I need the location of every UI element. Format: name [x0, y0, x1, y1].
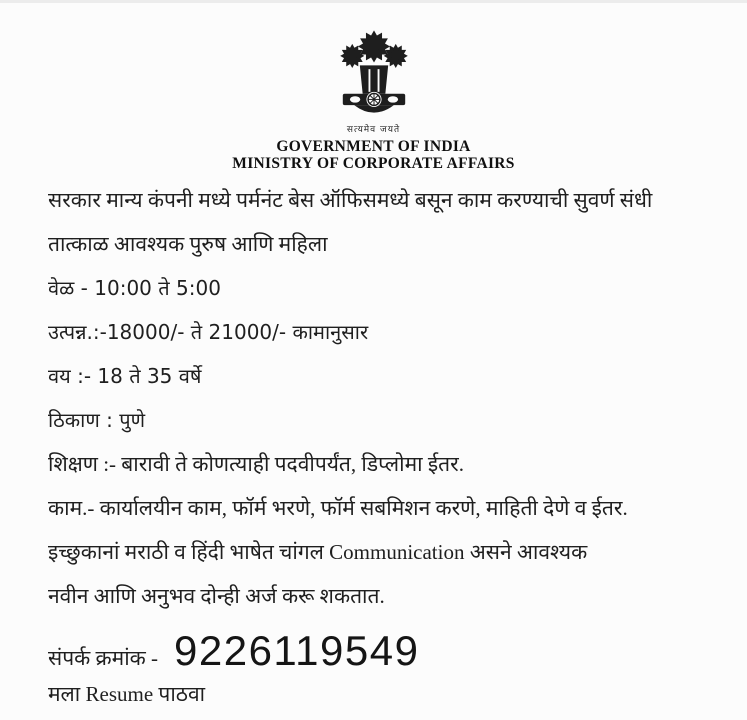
education-line: शिक्षण :- बारावी ते कोणत्याही पदवीपर्यंत, डिप्लोमा ईतर. — [48, 452, 464, 476]
location-line: ठिकाण : पुणे — [48, 408, 146, 432]
language-line: इच्छुकानां मराठी व हिंदी भाषेत चांगल Communication असने आवश्यक — [48, 540, 588, 564]
income-line: उत्पन्न.:-18000/- ते 21000/- कामानुसार — [48, 320, 369, 344]
contact-label: संपर्क क्रमांक - — [48, 646, 158, 670]
emblem-motto: सत्यमेव जयते — [346, 125, 401, 135]
document-body — [48, 187, 711, 708]
intro-line: सरकार मान्य कंपनी मध्ये पर्मनंट बेस ऑफिसमध्ये बसून काम करण्याची सुवर्ण संधी — [48, 188, 653, 212]
urgent-requirement-line: तात्काळ आवश्यक पुरुष आणि महिला — [48, 232, 328, 256]
contact-row — [48, 627, 711, 675]
applicants-line: नवीन आणि अनुभव दोन्ही अर्ज करू शकतात. — [48, 584, 385, 608]
work-line: काम.- कार्यालयीन काम, फॉर्म भरणे, फॉर्म सबमिशन करणे, माहिती देणे व ईतर. — [48, 496, 628, 520]
contact-phone-number: 9226119549 — [174, 627, 420, 674]
header-government-of-india: GOVERNMENT OF INDIA — [276, 138, 471, 155]
emblem-block — [0, 21, 747, 136]
header-ministry: MINISTRY OF CORPORATE AFFAIRS — [232, 154, 515, 172]
scan-edge — [0, 0, 747, 3]
state-emblem-icon — [322, 21, 426, 123]
government-header — [0, 139, 747, 172]
resume-request-line: मला Resume पाठवा — [48, 682, 206, 706]
age-line: वय :- 18 ते 35 वर्षे — [48, 364, 202, 388]
time-line: वेळ - 10:00 ते 5:00 — [48, 276, 221, 300]
